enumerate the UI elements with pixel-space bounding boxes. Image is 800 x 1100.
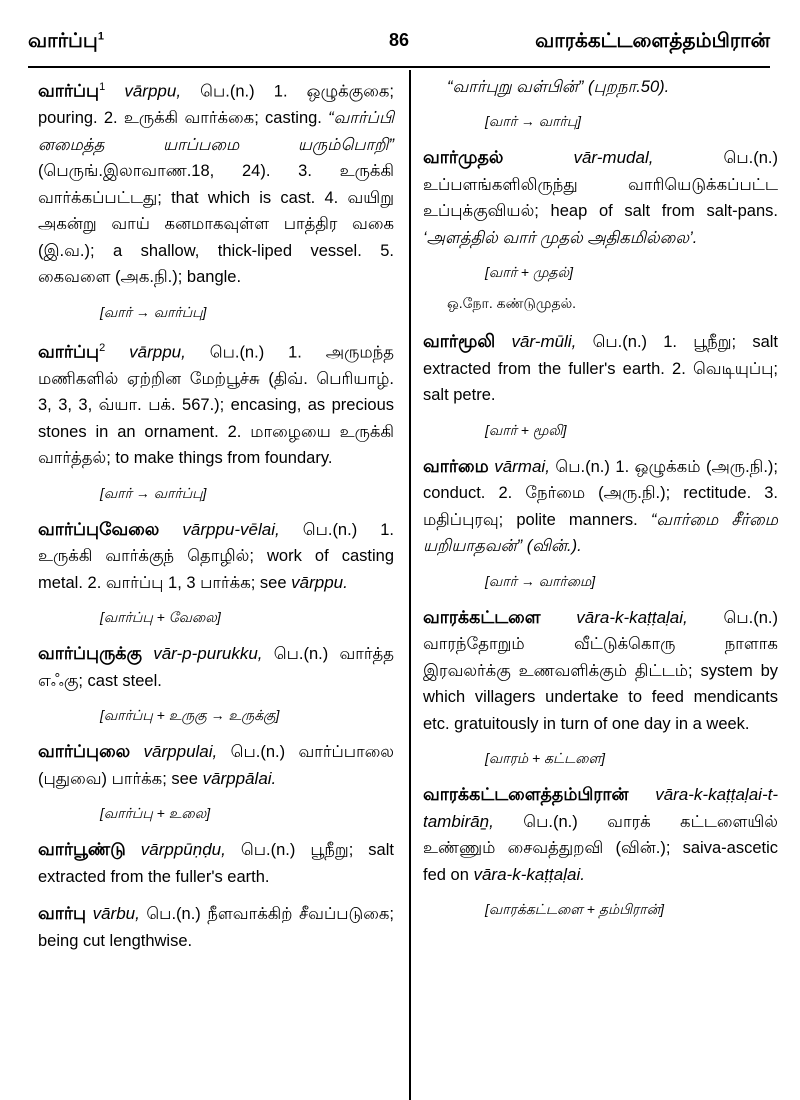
part-of-speech: பெ.(n.) [555, 457, 610, 476]
transliteration: vārppu-vēlai, [182, 519, 280, 539]
definition: 1. அருமந்த மணிகளில் ஏற்றின மேற்பூச்சு (திவ். பெரியாழ். 3, 3, 3, வ்யா. பக். 567.); encasing, as precious stones in an ornament. 2. மாழையை உருக்கி வார்த்தல்; to make things from foundary. [38, 343, 395, 467]
citation-quote: “வார்ப்பி னமைத்த யாப்பமை யரும்பொறி” [38, 109, 394, 154]
cross-reference: vāra-k-kaṭṭaḷai. [473, 864, 585, 884]
part-of-speech: பெ.(n.) [209, 343, 265, 361]
transliteration: vārppulai, [143, 742, 218, 761]
part-of-speech: பெ.(n.) [592, 333, 648, 351]
definition: வாரக் கட்டளையில் உண்ணும் சைவத்துறவி (வின்.); saiva-ascetic fed on [423, 812, 778, 884]
etymology: [வாரம் + கட்டளை] [485, 750, 606, 766]
definition: 1. உருக்கி வார்க்குந் தொழில்; work of casting metal. 2. வார்ப்பு 1, 3 பார்க்க; see [38, 520, 394, 592]
cross-reference: vārppu. [291, 572, 348, 592]
part-of-speech: பெ.(n.) [200, 82, 255, 101]
page-header [28, 30, 770, 64]
definition: வார்ப்பாலை (புதுவை) பார்க்க; see [38, 743, 395, 788]
dictionary-entry [38, 640, 394, 694]
dictionary-entry [38, 836, 394, 890]
etymology: [வார்ப்பு + உருகு → உருக்கு] [100, 707, 280, 723]
dictionary-entry [38, 74, 394, 291]
part-of-speech: பெ.(n.) [302, 520, 358, 539]
dictionary-entry [38, 335, 394, 472]
definition: உப்பளங்களிலிருந்து வாரியெடுக்கப்பட்ட உப்புக்குவியல்; heap of salt from salt-pans. [423, 175, 778, 220]
transliteration: vāra-k-kaṭṭaḷai, [576, 607, 688, 627]
part-of-speech: பெ.(n.) [240, 841, 296, 859]
definition-continued: (பெருங்.இலாவாண.18, 24). 3. உருக்கி வார்க்கப்பட்டது; that which is cast. 4. வயிறு அகன்று வாய் கனமாகவுள்ள பாத்திர வகை (இ.வ.); a shallow, thick-liped vessel. 5. கைவளை (அக.நி.); bangle. [38, 162, 394, 286]
citation-quote: “வார்மை சீர்மை யறியாதவன்” (வின்.). [423, 510, 778, 555]
headword: வாரக்கட்டளை [423, 606, 541, 627]
part-of-speech: பெ.(n.) [273, 645, 329, 663]
etymology: [வார் + மூலி] [485, 421, 567, 438]
dictionary-entry [38, 516, 394, 597]
headword: வார்ப்பு [38, 80, 100, 101]
dictionary-entry [38, 738, 394, 792]
definition: 1. ஒழுக்கம் (அரு.நி.); conduct. 2. நேர்மை (அரு.நி.); rectitude. 3. மதிப்புரவு; polite manners. [423, 457, 778, 529]
headword: வார்மூலி [423, 331, 496, 351]
etymology: [வார் → வார்மை] [485, 572, 596, 589]
header-left-sup: 1 [97, 30, 104, 43]
part-of-speech: பெ.(n.) [146, 905, 201, 923]
etymology: [வார் → வார்பு] [485, 113, 582, 129]
compare-note: ஒ.நோ. கண்டுமுதல். [447, 295, 577, 311]
etymology: [வார் → வார்ப்பு] [100, 303, 207, 320]
headword: வார்ப்புலை [38, 741, 131, 761]
transliteration: vārmai, [494, 456, 550, 476]
part-of-speech: பெ.(n.) [723, 149, 778, 167]
column-divider [409, 70, 411, 1100]
dictionary-entry [423, 453, 778, 560]
headword: வார்ப்புருக்கு [38, 643, 142, 663]
citation-quote: ‘அளத்தில் வார் முதல் அதிகமில்லை’. [423, 228, 698, 247]
headword: வார்பூண்டு [38, 839, 126, 859]
definition: 1. ஒழுக்குகை; pouring. 2. உருக்கி வார்க்கை; casting. [38, 82, 394, 127]
continued-citation: “வார்புறு வள்பின்” (புறநா.50). [447, 78, 670, 96]
etymology: [வார் → வார்ப்பு] [100, 484, 207, 501]
etymology: [வாரக்கட்டளை + தம்பிரான்] [485, 901, 665, 917]
dictionary-entry [423, 604, 778, 738]
left-column [38, 74, 394, 964]
headword: வார்ப்பு [38, 341, 100, 361]
definition: வாரந்தோறும் வீட்டுக்கொரு நாளாக இரவலர்க்கு உணவளிக்கும் திட்டம்; system by which villagers undertake to feed mendicants etc. gratuitously in turn of one day in a week. [423, 635, 778, 733]
definition: நீளவாக்கிற் சீவப்படுகை; being cut lengthwise. [38, 905, 394, 950]
headword: வார்பு [38, 903, 87, 923]
etymology: [வார்ப்பு + வேலை] [100, 609, 221, 625]
definition: வார்த்த எஃகு; cast steel. [38, 645, 394, 690]
headword: வார்மை [423, 455, 489, 476]
transliteration: vār-mudal, [573, 148, 654, 167]
headword-superscript: 1 [99, 81, 106, 93]
header-rule [28, 66, 770, 68]
dictionary-entry [423, 781, 778, 888]
cross-reference: vārppālai. [202, 768, 277, 788]
dictionary-entry [38, 900, 394, 954]
part-of-speech: பெ.(n.) [723, 608, 778, 627]
right-column [423, 74, 778, 932]
transliteration: vār-mūli, [511, 332, 577, 351]
page-number: 86 [388, 30, 410, 50]
headword: வார்ப்புவேலை [38, 518, 160, 539]
transliteration: vārbu, [92, 904, 140, 923]
transliteration: vārppu, [124, 81, 182, 101]
etymology: [வார்ப்பு + உலை] [100, 805, 211, 821]
part-of-speech: பெ.(n.) [523, 812, 578, 831]
headword: வாரக்கட்டளைத்தம்பிரான் [423, 784, 629, 804]
headword: வார்முதல் [423, 147, 504, 167]
definition: 1. பூநீறு; salt extracted from the fuller's earth. 2. வெடியுப்பு; salt petre. [423, 333, 779, 404]
header-left-text: வார்ப்பு [28, 30, 98, 52]
transliteration: vār-p-purukku, [153, 644, 263, 663]
transliteration: vāra-k-kaṭṭaḷai-t-tambirāṉ, [423, 785, 778, 831]
part-of-speech: பெ.(n.) [230, 743, 286, 761]
headword-superscript: 2 [99, 341, 106, 354]
definition: பூநீறு; salt extracted from the fuller's earth. [38, 841, 394, 886]
etymology: [வார் + முதல்] [485, 264, 574, 280]
header-right-headword: வாரக்கட்டளைத்தம்பிரான் [535, 30, 770, 52]
transliteration: vārppūṇḍu, [140, 840, 226, 859]
dictionary-entry [423, 144, 778, 251]
transliteration: vārppu, [129, 342, 186, 361]
dictionary-entry [423, 328, 778, 409]
